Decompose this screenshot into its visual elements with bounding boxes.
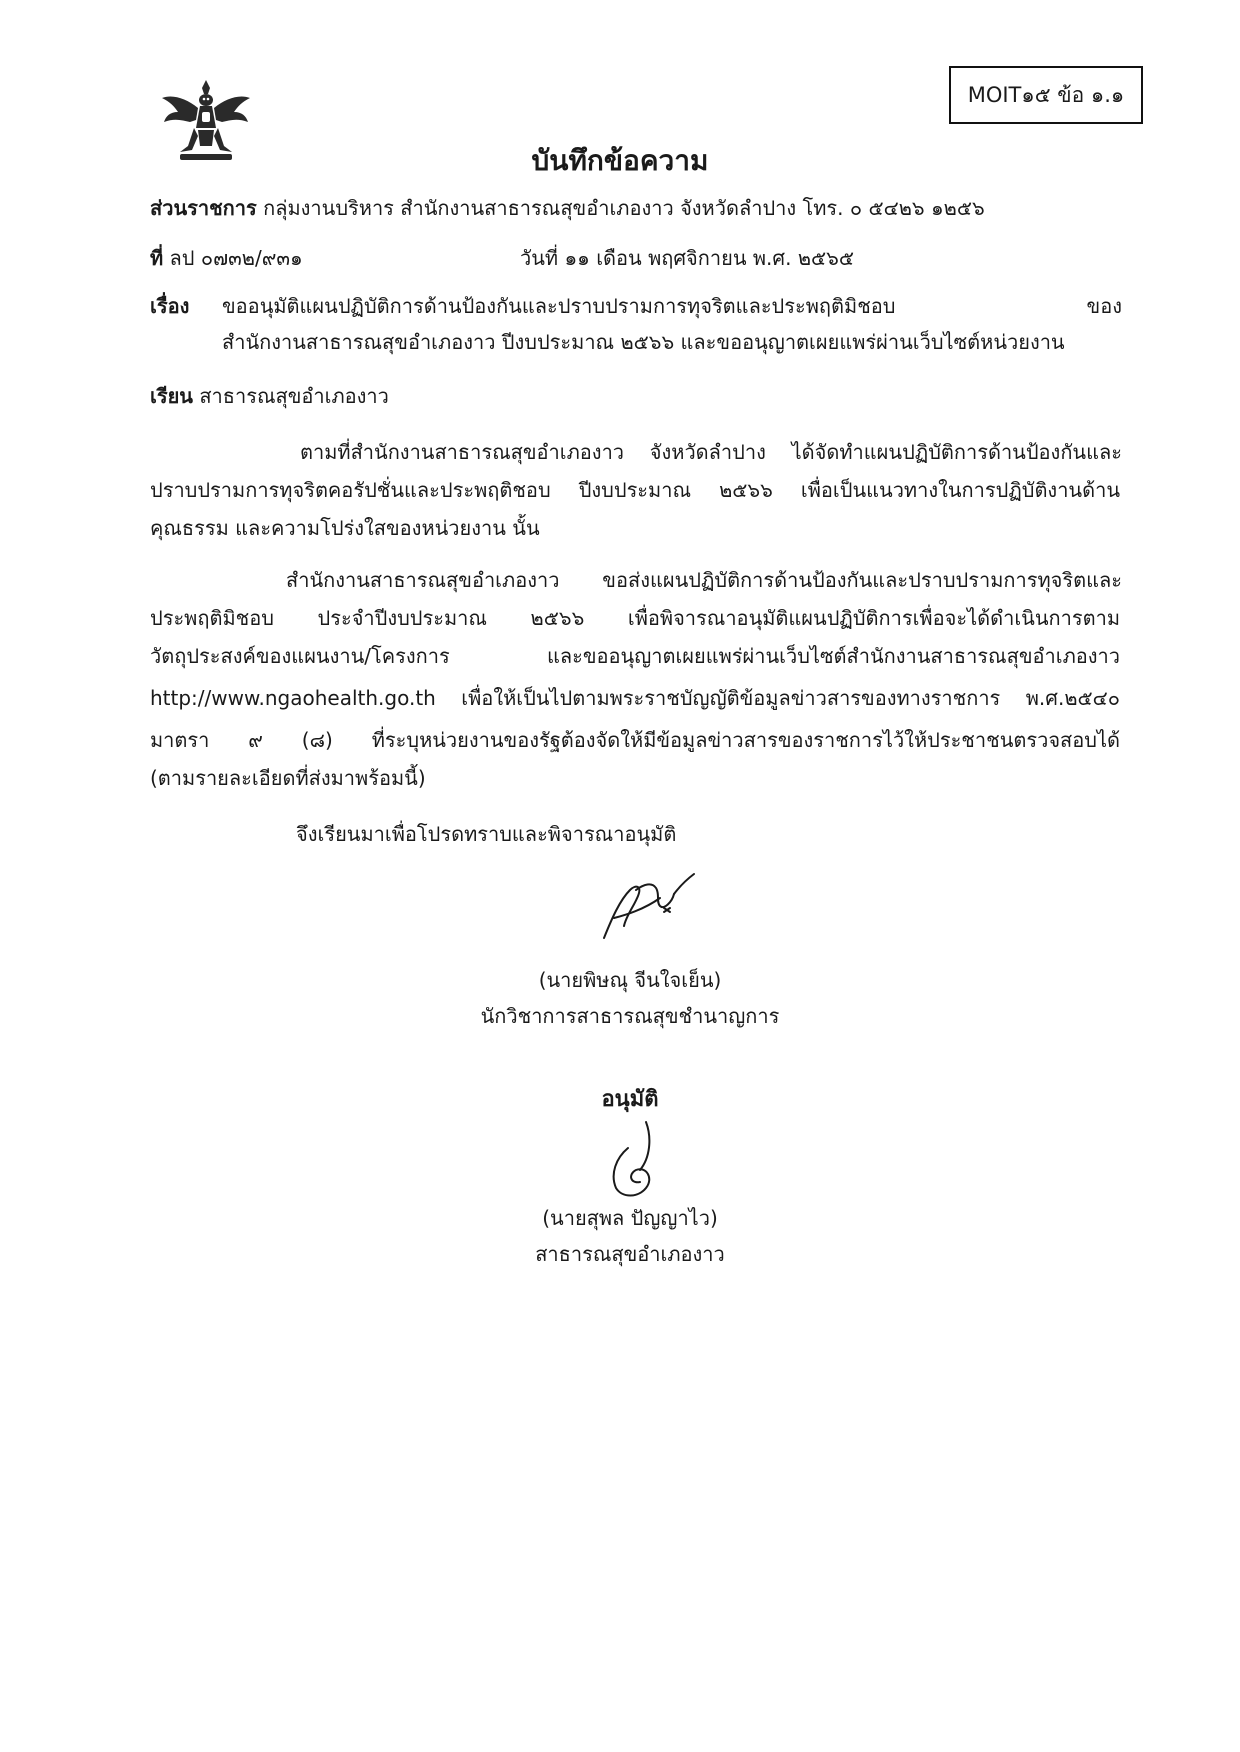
to-label: เรียน	[150, 384, 193, 408]
subject-label: เรื่อง	[150, 294, 190, 318]
handwritten-signature-1	[590, 868, 700, 944]
moit-reference-box	[949, 66, 1143, 124]
reference-value: ลป ๐๗๓๒/๙๓๑	[169, 246, 303, 270]
to-value: สาธารณสุขอำเภองาว	[199, 384, 389, 408]
closing-line: จึงเรียนมาเพื่อโปรดทราบและพิจารณาอนุมัติ	[296, 822, 677, 846]
department-row	[150, 190, 985, 226]
moit-label: MOIT๑๕ ข้อ ๑.๑	[967, 83, 1125, 107]
handwritten-signature-2	[600, 1118, 670, 1200]
signer-name: (นายพิษณุ จีนใจเย็น)	[538, 968, 722, 992]
paragraph-2-line-3: วัตถุประสงค์ของแผนงาน/โครงการ และขออนุญาตเผยแพร่ผ่านเว็บไซต์สำนักงานสาธารณสุขอำเภองาว	[150, 644, 1120, 668]
department-value: กลุ่มงานบริหาร สำนักงานสาธารณสุขอำเภองาว จังหวัดลำปาง โทร. ๐ ๕๔๒๖ ๑๒๕๖	[263, 196, 985, 220]
paragraph-1-line-3: คุณธรรม และความโปร่งใสของหน่วยงาน นั้น	[150, 516, 540, 540]
paragraph-1-line-2: ปราบปรามการทุจริตคอรัปชั่นและประพฤติชอบ ปีงบประมาณ ๒๕๖๖ เพื่อเป็นแนวทางในการปฏิบัติงานด้าน	[150, 478, 1120, 502]
reference-label: ที่	[150, 246, 164, 270]
date-value: ๑๑ เดือน พฤศจิกายน พ.ศ. ๒๕๖๕	[564, 246, 854, 270]
approval-label: อนุมัติ	[601, 1087, 659, 1112]
paragraph-2-line-5: มาตรา ๙ (๘) ที่ระบุหน่วยงานของรัฐต้องจัดให้มีข้อมูลข่าวสารของราชการไว้ให้ประชาชนตรวจสอบได้	[150, 728, 1120, 752]
paragraph-2-line-1: สำนักงานสาธารณสุขอำเภองาว ขอส่งแผนปฏิบัติการด้านป้องกันและปราบปรามการทุจริตและ	[286, 568, 1122, 592]
memo-title: บันทึกข้อความ	[531, 144, 709, 177]
paragraph-2-line-6: (ตามรายละเอียดที่ส่งมาพร้อมนี้)	[150, 766, 426, 790]
paragraph-2-line-4: http://www.ngaohealth.go.th เพื่อให้เป็นไปตามพระราชบัญญัติข้อมูลข่าวสารของทางราชการ พ.ศ.๒๕๔๐	[150, 686, 1120, 710]
subject-line-2: สำนักงานสาธารณสุขอำเภองาว ปีงบประมาณ ๒๕๖๖ และขออนุญาตเผยแพร่ผ่านเว็บไซต์หน่วยงาน	[222, 330, 1065, 354]
paragraph-1-line-1: ตามที่สำนักงานสาธารณสุขอำเภองาว จังหวัดลำปาง ได้จัดทำแผนปฏิบัติการด้านป้องกันและ	[300, 440, 1122, 464]
date-label: วันที่	[520, 246, 559, 270]
subject-row	[150, 288, 189, 324]
date-row	[520, 240, 854, 276]
department-label: ส่วนราชการ	[150, 196, 257, 220]
signer-position: นักวิชาการสาธารณสุขชำนาญการ	[480, 1004, 780, 1028]
approver-position: สาธารณสุขอำเภองาว	[535, 1242, 725, 1266]
reference-row	[150, 240, 303, 276]
paragraph-2-line-2: ประพฤติมิชอบ ประจำปีงบประมาณ ๒๕๖๖ เพื่อพิจารณาอนุมัติแผนปฏิบัติการเพื่อจะได้ดำเนินการตาม	[150, 606, 1120, 630]
approver-name: (นายสุพล ปัญญาไว)	[542, 1206, 718, 1230]
subject-line-1: ขออนุมัติแผนปฏิบัติการด้านป้องกันและปราบปรามการทุจริตและประพฤติมิชอบ ของ	[222, 294, 1122, 318]
to-row	[150, 378, 389, 414]
